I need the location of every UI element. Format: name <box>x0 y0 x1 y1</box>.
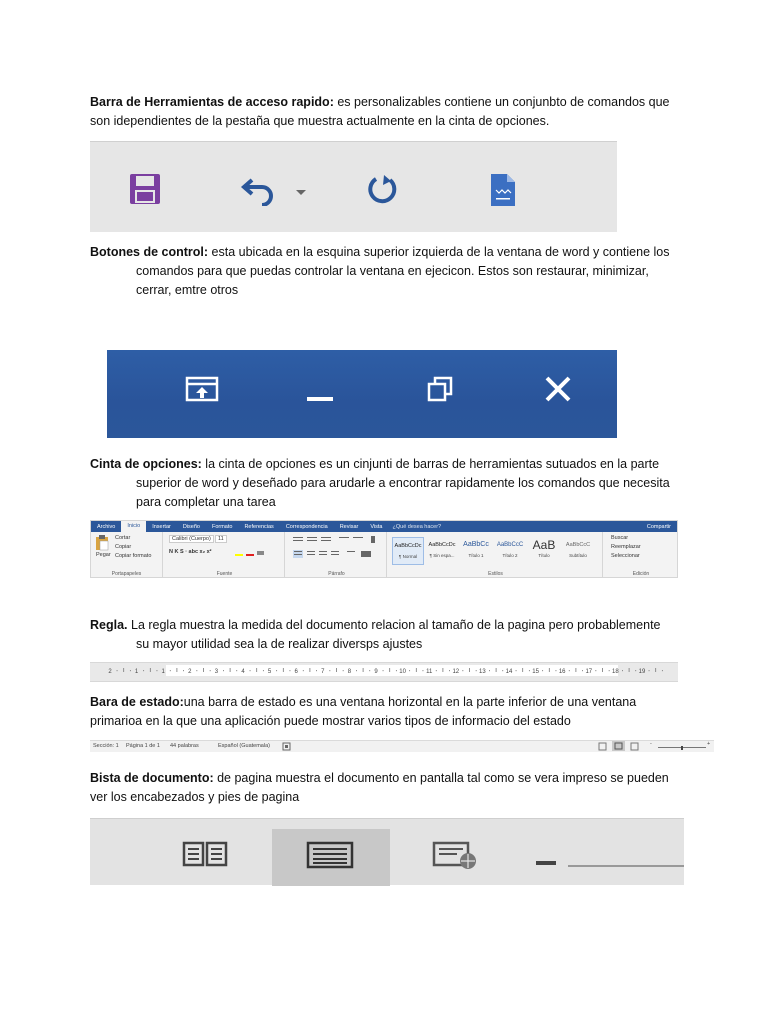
document-views-bar <box>90 818 684 885</box>
font-name-select[interactable]: Calibri (Cuerpo) <box>169 535 214 543</box>
replace-button[interactable]: Reemplazar <box>611 544 641 550</box>
ruler-tick <box>230 668 231 672</box>
ribbon-text: la cinta de opciones es un cinjunti de barras de herramientas sutuados en la parte <box>201 457 660 471</box>
ruler-tick <box>549 668 550 672</box>
style-no-spacing[interactable]: AaBbCcDc ¶ Sin espa... <box>428 542 456 558</box>
redo-icon[interactable] <box>366 172 400 211</box>
ruler-tick <box>196 670 197 671</box>
dropdown-arrow-icon[interactable] <box>295 184 307 202</box>
qat-text: es personalizables contiene un conjunbto de comandos que <box>333 95 670 109</box>
ruler-number: 18 <box>612 669 619 675</box>
ruler-tick <box>143 670 144 671</box>
format-painter-button[interactable]: Copiar formato <box>115 553 152 559</box>
tab-archivo[interactable]: Archivo <box>97 523 116 530</box>
status-language[interactable]: Español (Guatemala) <box>218 743 270 749</box>
ruler-tick <box>203 668 204 672</box>
ruler-term: Regla. <box>90 618 128 632</box>
share-button[interactable]: Compartir <box>646 523 671 530</box>
ruler-number: 1 <box>134 669 139 675</box>
qat-text-2: son idependientes de la pestaña que muestra actualmente en la cinta de opciones. <box>90 114 550 128</box>
ruler-number: 5 <box>267 669 272 675</box>
font-group-label: Fuente <box>216 571 233 577</box>
style-normal[interactable]: AaBbCcDc ¶ Normal <box>392 537 424 565</box>
ruler-number: 12 <box>452 669 460 675</box>
ruler-number: 2 <box>188 669 192 675</box>
style-subtitle[interactable]: AaBbCcC Subtítulo <box>565 542 591 558</box>
zoom-slider-track[interactable] <box>568 855 684 873</box>
status-text-2: primarioa en la que una aplicación puede mostrar varios tipos de informacio del estado <box>90 714 571 728</box>
ruler-tick <box>256 668 257 672</box>
ruler-number: 11 <box>426 669 433 675</box>
minimize-icon[interactable] <box>307 390 333 408</box>
ruler-tick <box>609 670 610 671</box>
ruler-tick <box>316 670 317 671</box>
ruler-tick <box>123 668 124 672</box>
ruler-tick <box>496 668 497 672</box>
ruler-tick <box>396 670 397 671</box>
ruler-number: 3 <box>214 669 219 675</box>
ruler-tick <box>502 670 503 671</box>
ruler-number: 8 <box>347 669 352 675</box>
quick-access-toolbar <box>90 141 617 232</box>
ruler-number: 7 <box>321 669 325 675</box>
ruler-tick <box>283 668 284 672</box>
ribbon <box>90 520 678 578</box>
views-term: Bista de documento: <box>90 771 214 785</box>
control-description <box>90 243 690 300</box>
ruler-number: 10 <box>399 669 406 675</box>
ruler-tick <box>290 670 291 671</box>
ruler-number: 1 <box>161 669 165 675</box>
tell-me-input[interactable]: ¿Qué desea hacer? <box>392 523 442 530</box>
ruler-tick <box>416 668 417 672</box>
paragraph-group-label: Párrafo <box>328 571 345 577</box>
ruler-description <box>90 616 690 654</box>
ruler-number: 19 <box>638 669 646 675</box>
ruler-number: 6 <box>294 669 298 675</box>
ruler-tick <box>157 670 158 671</box>
ruler-tick <box>443 668 444 672</box>
ruler-number: 4 <box>241 669 245 675</box>
ruler-number: 15 <box>532 669 539 675</box>
tab-referencias[interactable]: Referencias <box>244 523 274 530</box>
control-term: Botones de control: <box>90 245 209 259</box>
font-size-select[interactable]: 11 <box>215 535 227 543</box>
styles-group-label: Estilos <box>488 571 503 577</box>
ruler-tick <box>223 670 224 671</box>
ruler-tick <box>629 668 630 672</box>
ruler-tick <box>576 668 577 672</box>
close-icon[interactable] <box>543 374 573 409</box>
control-text-2: comandos para que puedas controlar la ventana en ejecicon. Estos son restaurar, minimizar, <box>136 264 649 278</box>
ruler-tick <box>655 668 656 672</box>
ribbon-text-2: superior de word y deseñado para arudarle a encontrar rapidamente los comandos que necesita <box>136 476 670 490</box>
ruler-tick <box>622 670 623 671</box>
ruler-tick <box>177 668 178 672</box>
macro-icon[interactable] <box>282 742 291 753</box>
ruler-tick <box>329 670 330 671</box>
ruler-tick <box>150 668 151 672</box>
ruler-tick <box>516 670 517 671</box>
zoom-slider[interactable] <box>658 746 706 752</box>
ruler-number: 16 <box>558 669 566 675</box>
ruler-tick <box>310 668 311 672</box>
ruler-tick <box>250 670 251 671</box>
ruler-tick <box>356 670 357 671</box>
clipboard-group <box>91 532 163 578</box>
ruler-tick <box>389 668 390 672</box>
ruler-tick <box>336 668 337 672</box>
clipboard-group-label: Portapapeles <box>111 571 142 577</box>
ruler-tick <box>582 670 583 671</box>
ruler-tick <box>210 670 211 671</box>
paragraph-group <box>287 532 387 578</box>
ruler-tick <box>462 670 463 671</box>
ruler[interactable] <box>90 662 678 682</box>
ruler-number: 17 <box>585 669 593 675</box>
style-heading-1[interactable]: AaBbCc Título 1 <box>463 541 489 558</box>
status-description <box>90 693 690 731</box>
zoom-out-button[interactable]: - <box>650 741 652 747</box>
ruler-tick <box>369 670 370 671</box>
ribbon-term: Cinta de opciones: <box>90 457 202 471</box>
editing-group <box>605 532 677 578</box>
ruler-number: 9 <box>374 669 378 675</box>
ruler-scale <box>90 665 678 676</box>
qat-description <box>90 93 690 131</box>
views-text: de pagina muestra el documento en pantalla tal como se vera impreso se pueden <box>213 771 669 785</box>
font-format-buttons[interactable]: N K S · abc x₂ x² <box>169 549 212 555</box>
ruler-text-2: su mayor utilidad sea la de realizar diversps ajustes <box>136 637 423 651</box>
status-term: Bara de estado: <box>90 695 184 709</box>
ruler-tick <box>436 670 437 671</box>
web-layout-status-icon[interactable] <box>630 742 639 753</box>
ruler-tick <box>303 670 304 671</box>
tab-correspondencia[interactable]: Correspondencia <box>285 523 328 530</box>
ruler-tick <box>476 670 477 671</box>
ruler-tick <box>409 670 410 671</box>
ruler-tick <box>449 670 450 671</box>
paste-label[interactable]: Pegar <box>96 552 111 558</box>
read-mode-status-icon[interactable] <box>598 742 607 753</box>
ruler-tick <box>595 670 596 671</box>
ruler-tick <box>556 670 557 671</box>
ruler-tick <box>170 670 171 671</box>
ruler-tick <box>489 670 490 671</box>
ruler-tick <box>363 668 364 672</box>
status-text: una barra de estado es una ventana horizontal en la parte inferior de una ventana <box>183 695 637 709</box>
ruler-tick <box>236 670 237 671</box>
views-description <box>90 769 690 807</box>
print-layout-status-icon[interactable] <box>612 741 625 753</box>
paste-icon[interactable] <box>95 535 109 553</box>
save-icon[interactable] <box>128 172 162 211</box>
editing-group-label: Edición <box>632 571 650 577</box>
ruler-tick <box>569 670 570 671</box>
tab-diseno[interactable]: Diseño <box>182 523 200 530</box>
style-title[interactable]: AaB Título <box>532 538 556 558</box>
ruler-tick <box>469 668 470 672</box>
find-button[interactable]: Buscar <box>611 535 629 541</box>
ruler-tick <box>602 668 603 672</box>
zoom-in-button[interactable]: + <box>707 741 711 747</box>
ruler-tick <box>343 670 344 671</box>
ruler-number: 14 <box>505 669 513 675</box>
ruler-tick <box>263 670 264 671</box>
control-text-3: cerrar, emtre otros <box>136 283 239 297</box>
zoom-out-icon[interactable] <box>536 853 556 871</box>
ruler-tick <box>522 668 523 672</box>
cut-button[interactable]: Cortar <box>115 535 131 541</box>
ruler-tick <box>662 670 663 671</box>
restore-icon[interactable] <box>425 374 455 409</box>
status-words[interactable]: 44 palabras <box>170 743 199 749</box>
font-group <box>165 532 285 578</box>
ruler-tick <box>649 670 650 671</box>
qat-term: Barra de Herramientas de acceso rapido: <box>90 95 334 109</box>
list-buttons-icon[interactable] <box>293 536 379 546</box>
ruler-number: 2 <box>108 669 112 675</box>
ribbon-display-icon[interactable] <box>185 374 219 409</box>
tab-formato[interactable]: Formato <box>211 523 233 530</box>
window-control-bar <box>107 350 617 438</box>
ruler-tick <box>276 670 277 671</box>
document-icon[interactable] <box>488 172 518 213</box>
tab-insertar[interactable]: Insertar <box>152 523 171 530</box>
ruler-tick <box>383 670 384 671</box>
ribbon-description <box>90 455 690 512</box>
font-color-icon[interactable] <box>235 549 265 558</box>
ribbon-tabs <box>91 521 677 532</box>
read-mode-icon[interactable] <box>182 841 228 872</box>
tab-inicio[interactable]: Inicio <box>121 521 146 532</box>
select-button[interactable]: Seleccionar <box>611 553 640 559</box>
ruler-tick <box>130 670 131 671</box>
status-bar <box>90 740 714 752</box>
tab-vista[interactable]: Vista <box>370 523 383 530</box>
views-text-2: ver los encabezados y pies de pagina <box>90 790 300 804</box>
ruler-tick <box>635 670 636 671</box>
ruler-tick <box>542 670 543 671</box>
copy-button[interactable]: Copiar <box>115 544 132 550</box>
status-section[interactable]: Sección: 1 <box>93 743 119 749</box>
control-text: esta ubicada en la esquina superior izquierda de la ventana de word y contiene los <box>208 245 670 259</box>
web-layout-icon[interactable] <box>432 841 480 874</box>
align-buttons-icon[interactable] <box>293 550 379 560</box>
style-heading-2[interactable]: AaBbCcC Título 2 <box>496 542 524 558</box>
ruler-tick <box>183 670 184 671</box>
ruler-tick <box>529 670 530 671</box>
ribbon-text-3: para completar una tarea <box>136 495 276 509</box>
status-page[interactable]: Página 1 de 1 <box>126 743 160 749</box>
ruler-tick <box>423 670 424 671</box>
ruler-tick <box>117 670 118 671</box>
ruler-text: La regla muestra la medida del documento relacion al tamaño de la pagina pero probablemente <box>127 618 661 632</box>
ruler-number: 13 <box>479 669 486 675</box>
styles-group <box>389 532 603 578</box>
print-layout-icon[interactable] <box>306 841 354 874</box>
undo-icon[interactable] <box>240 172 278 211</box>
tab-revisar[interactable]: Revisar <box>339 523 359 530</box>
